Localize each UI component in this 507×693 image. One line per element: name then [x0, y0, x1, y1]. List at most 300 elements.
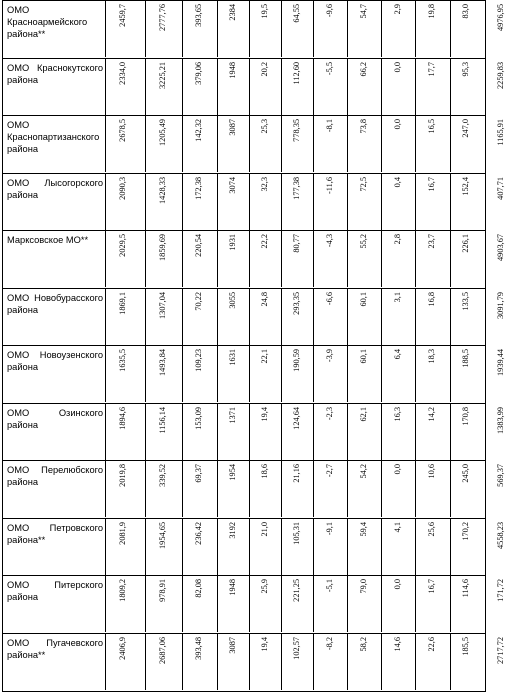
table-row — [3, 345, 505, 402]
value-cell: 0,4 — [393, 177, 402, 188]
column-divider — [281, 576, 282, 632]
table-row — [3, 403, 505, 460]
value-cell: 1307,04 — [158, 292, 167, 319]
column-divider — [381, 174, 382, 230]
column-divider — [182, 634, 183, 690]
column-divider — [182, 519, 183, 575]
table-row — [3, 460, 505, 517]
value-cell: 18,3 — [427, 349, 436, 364]
value-cell: 54,2 — [359, 464, 368, 479]
value-cell: 22,6 — [427, 637, 436, 652]
value-cell: 2,9 — [393, 4, 402, 15]
value-cell: 62,1 — [359, 407, 368, 422]
value-cell: 19,4 — [260, 637, 269, 652]
value-cell: 1859,69 — [158, 234, 167, 261]
column-divider — [415, 289, 416, 345]
column-divider — [381, 634, 382, 690]
column-divider — [313, 116, 314, 172]
column-divider — [281, 404, 282, 460]
column-divider — [381, 116, 382, 172]
value-cell: 22,1 — [260, 349, 269, 364]
column-divider — [381, 576, 382, 632]
column-divider — [281, 1, 282, 57]
value-cell: 2029,5 — [118, 234, 127, 257]
value-cell: 3055 — [228, 292, 237, 309]
column-divider — [105, 59, 106, 115]
value-cell: 22,2 — [260, 234, 269, 249]
column-divider — [281, 289, 282, 345]
column-divider — [450, 576, 451, 632]
value-cell: 1156,14 — [158, 407, 167, 434]
column-divider — [347, 346, 348, 402]
value-cell: 339,52 — [158, 464, 167, 487]
district-name: ОМО Перелюбского района — [7, 465, 103, 487]
value-cell: 16,5 — [427, 119, 436, 134]
value-cell: 2459,7 — [118, 4, 127, 27]
column-divider — [145, 404, 146, 460]
column-divider — [217, 461, 218, 517]
value-cell: 19,4 — [260, 407, 269, 422]
value-cell: 114,6 — [461, 579, 470, 598]
value-cell: 70,22 — [194, 292, 203, 311]
table-row — [3, 173, 505, 230]
value-cell: 226,1 — [461, 234, 470, 253]
column-divider — [450, 346, 451, 402]
value-cell: 1205,49 — [158, 119, 167, 146]
value-cell: 1165,91 — [496, 119, 505, 146]
column-divider — [347, 461, 348, 517]
column-divider — [347, 519, 348, 575]
column-divider — [145, 231, 146, 287]
column-divider — [249, 519, 250, 575]
value-cell: 190,59 — [292, 349, 301, 372]
column-divider — [182, 1, 183, 57]
column-divider — [249, 346, 250, 402]
value-cell: 64,55 — [292, 4, 301, 23]
column-divider — [450, 231, 451, 287]
value-cell: 20,2 — [260, 62, 269, 77]
value-cell: 177,38 — [292, 177, 301, 200]
column-divider — [450, 1, 451, 57]
column-divider — [450, 116, 451, 172]
column-divider — [217, 634, 218, 690]
value-cell: -5,5 — [325, 62, 334, 76]
column-divider — [347, 231, 348, 287]
column-divider — [105, 231, 106, 287]
value-cell: 21,0 — [260, 522, 269, 537]
value-cell: 185,5 — [461, 637, 470, 656]
value-cell: 0,0 — [393, 62, 402, 73]
value-cell: -3,9 — [325, 349, 334, 363]
value-cell: 1931 — [228, 234, 237, 251]
district-name: ОМО Красноармейского района** — [7, 5, 88, 39]
column-divider — [281, 461, 282, 517]
column-divider — [381, 59, 382, 115]
value-cell: 220,54 — [194, 234, 203, 257]
value-cell: 4,1 — [393, 522, 402, 533]
table-row — [3, 518, 505, 575]
value-cell: 0,0 — [393, 579, 402, 590]
table-row — [3, 230, 505, 287]
value-cell: 407,71 — [496, 177, 505, 200]
column-divider — [281, 174, 282, 230]
value-cell: 1948 — [228, 62, 237, 79]
value-cell: 16,8 — [427, 292, 436, 307]
value-cell: 1894,6 — [118, 407, 127, 430]
table-row — [3, 58, 505, 115]
column-divider — [217, 576, 218, 632]
column-divider — [145, 174, 146, 230]
value-cell: 14,6 — [393, 637, 402, 652]
value-cell: 3192 — [228, 522, 237, 539]
column-divider — [313, 519, 314, 575]
column-divider — [381, 404, 382, 460]
value-cell: 72,5 — [359, 177, 368, 192]
value-cell: 221,25 — [292, 579, 301, 602]
value-cell: 25,9 — [260, 579, 269, 594]
column-divider — [217, 404, 218, 460]
value-cell: 2019,8 — [118, 464, 127, 487]
value-cell: 170,2 — [461, 522, 470, 541]
district-name: ОМО Пугачевского района** — [7, 638, 103, 660]
column-divider — [347, 59, 348, 115]
value-cell: 2678,5 — [118, 119, 127, 142]
column-divider — [217, 346, 218, 402]
column-divider — [450, 289, 451, 345]
value-cell: 60,1 — [359, 292, 368, 307]
district-name: ОМО Озинского района — [7, 408, 103, 430]
value-cell: 25,6 — [427, 522, 436, 537]
column-divider — [182, 576, 183, 632]
district-name: ОМО Петровского района** — [7, 523, 103, 545]
column-divider — [450, 174, 451, 230]
value-cell: 0,0 — [393, 464, 402, 475]
data-table — [2, 0, 505, 692]
value-cell: -5,1 — [325, 579, 334, 593]
value-cell: 245,0 — [461, 464, 470, 483]
column-divider — [415, 346, 416, 402]
value-cell: 14,2 — [427, 407, 436, 422]
value-cell: 2717,72 — [496, 637, 505, 664]
column-divider — [381, 461, 382, 517]
column-divider — [182, 289, 183, 345]
value-cell: 393,65 — [194, 4, 203, 27]
value-cell: 24,8 — [260, 292, 269, 307]
value-cell: 3225,21 — [158, 62, 167, 89]
column-divider — [415, 576, 416, 632]
column-divider — [249, 634, 250, 690]
district-name: ОМО Питерского района — [7, 580, 103, 602]
column-divider — [217, 519, 218, 575]
value-cell: 16,7 — [427, 177, 436, 192]
column-divider — [415, 404, 416, 460]
column-divider — [145, 289, 146, 345]
column-divider — [381, 231, 382, 287]
column-divider — [182, 404, 183, 460]
value-cell: 1371 — [228, 407, 237, 424]
column-divider — [217, 1, 218, 57]
column-divider — [249, 174, 250, 230]
column-divider — [105, 289, 106, 345]
column-divider — [313, 174, 314, 230]
column-divider — [415, 231, 416, 287]
value-cell: 978,91 — [158, 579, 167, 602]
column-divider — [145, 461, 146, 517]
column-divider — [347, 1, 348, 57]
value-cell: 3074 — [228, 177, 237, 194]
column-divider — [281, 231, 282, 287]
column-divider — [347, 634, 348, 690]
value-cell: 1869,1 — [118, 292, 127, 315]
value-cell: 2081,9 — [118, 522, 127, 545]
column-divider — [105, 116, 106, 172]
value-cell: -6,6 — [325, 292, 334, 306]
value-cell: -9,1 — [325, 522, 334, 536]
column-divider — [249, 576, 250, 632]
column-divider — [105, 519, 106, 575]
column-divider — [415, 116, 416, 172]
value-cell: 1954,65 — [158, 522, 167, 549]
column-divider — [105, 174, 106, 230]
column-divider — [145, 576, 146, 632]
value-cell: -2,3 — [325, 407, 334, 421]
column-divider — [145, 519, 146, 575]
column-divider — [145, 634, 146, 690]
value-cell: 152,4 — [461, 177, 470, 196]
value-cell: 1939,44 — [496, 349, 505, 376]
value-cell: 1383,99 — [496, 407, 505, 434]
value-cell: 2,8 — [393, 234, 402, 245]
value-cell: 80,77 — [292, 234, 301, 253]
value-cell: 17,7 — [427, 62, 436, 77]
column-divider — [450, 461, 451, 517]
column-divider — [182, 174, 183, 230]
table-row — [3, 633, 505, 690]
column-divider — [249, 1, 250, 57]
value-cell: -9,6 — [325, 4, 334, 18]
column-divider — [105, 461, 106, 517]
value-cell: 18,6 — [260, 464, 269, 479]
value-cell: 0,0 — [393, 119, 402, 130]
table-row — [3, 288, 505, 345]
column-divider — [381, 519, 382, 575]
column-divider — [450, 519, 451, 575]
column-divider — [381, 346, 382, 402]
column-divider — [415, 59, 416, 115]
column-divider — [281, 59, 282, 115]
value-cell: 83,0 — [461, 4, 470, 19]
value-cell: 153,09 — [194, 407, 203, 430]
value-cell: 95,3 — [461, 62, 470, 77]
column-divider — [347, 576, 348, 632]
value-cell: 58,2 — [359, 637, 368, 652]
column-divider — [249, 289, 250, 345]
column-divider — [313, 404, 314, 460]
value-cell: 1631 — [228, 349, 237, 366]
column-divider — [145, 346, 146, 402]
column-divider — [249, 404, 250, 460]
column-divider — [313, 289, 314, 345]
column-divider — [313, 634, 314, 690]
column-divider — [217, 174, 218, 230]
value-cell: 133,5 — [461, 292, 470, 311]
value-cell: 124,64 — [292, 407, 301, 430]
value-cell: 2384 — [228, 4, 237, 21]
value-cell: 379,06 — [194, 62, 203, 85]
column-divider — [347, 116, 348, 172]
value-cell: -4,3 — [325, 234, 334, 248]
column-divider — [217, 59, 218, 115]
column-divider — [105, 404, 106, 460]
value-cell: 1428,33 — [158, 177, 167, 204]
column-divider — [145, 1, 146, 57]
column-divider — [217, 116, 218, 172]
column-divider — [415, 461, 416, 517]
value-cell: 60,1 — [359, 349, 368, 364]
column-divider — [105, 634, 106, 690]
column-divider — [313, 461, 314, 517]
value-cell: 170,8 — [461, 407, 470, 426]
column-divider — [450, 634, 451, 690]
column-divider — [182, 59, 183, 115]
column-divider — [450, 404, 451, 460]
value-cell: 4903,67 — [496, 234, 505, 261]
value-cell: 1493,84 — [158, 349, 167, 376]
value-cell: 3091,79 — [496, 292, 505, 319]
value-cell: 73,8 — [359, 119, 368, 134]
column-divider — [313, 576, 314, 632]
value-cell: -2,7 — [325, 464, 334, 478]
value-cell: -8,1 — [325, 119, 334, 133]
column-divider — [313, 1, 314, 57]
column-divider — [313, 231, 314, 287]
value-cell: 188,5 — [461, 349, 470, 368]
column-divider — [182, 346, 183, 402]
value-cell: 79,0 — [359, 579, 368, 594]
column-divider — [105, 1, 106, 57]
table-row — [3, 115, 505, 172]
value-cell: 105,31 — [292, 522, 301, 545]
column-divider — [450, 59, 451, 115]
column-divider — [347, 289, 348, 345]
value-cell: 19,5 — [260, 4, 269, 19]
column-divider — [281, 116, 282, 172]
value-cell: 66,2 — [359, 62, 368, 77]
column-divider — [415, 174, 416, 230]
column-divider — [182, 231, 183, 287]
table-row — [3, 0, 505, 57]
column-divider — [347, 404, 348, 460]
value-cell: 23,7 — [427, 234, 436, 249]
column-divider — [415, 519, 416, 575]
column-divider — [217, 289, 218, 345]
column-divider — [415, 1, 416, 57]
value-cell: 2090,3 — [118, 177, 127, 200]
value-cell: 59,4 — [359, 522, 368, 537]
value-cell: 3087 — [228, 637, 237, 654]
value-cell: -8,2 — [325, 637, 334, 651]
value-cell: 55,2 — [359, 234, 368, 249]
column-divider — [217, 231, 218, 287]
value-cell: 1635,5 — [118, 349, 127, 372]
column-divider — [281, 634, 282, 690]
column-divider — [105, 576, 106, 632]
value-cell: 32,3 — [260, 177, 269, 192]
column-divider — [313, 59, 314, 115]
district-name: ОМО Краснокутского района — [7, 63, 103, 85]
district-name: ОМО Новобурасского района — [7, 293, 103, 315]
district-name: ОМО Новоузенского района — [7, 350, 103, 372]
value-cell: 171,72 — [496, 579, 505, 602]
value-cell: 6,4 — [393, 349, 402, 360]
value-cell: 2777,76 — [158, 4, 167, 31]
value-cell: 778,35 — [292, 119, 301, 142]
value-cell: 3087 — [228, 119, 237, 136]
value-cell: 109,23 — [194, 349, 203, 372]
value-cell: 69,37 — [194, 464, 203, 483]
value-cell: 1948 — [228, 579, 237, 596]
column-divider — [105, 346, 106, 402]
value-cell: 569,37 — [496, 464, 505, 487]
value-cell: 4558,23 — [496, 522, 505, 549]
column-divider — [381, 289, 382, 345]
value-cell: 10,6 — [427, 464, 436, 479]
value-cell: 1809,2 — [118, 579, 127, 602]
value-cell: 102,57 — [292, 637, 301, 660]
value-cell: 54,7 — [359, 4, 368, 19]
column-divider — [313, 346, 314, 402]
column-divider — [281, 346, 282, 402]
value-cell: 21,16 — [292, 464, 301, 483]
value-cell: 16,3 — [393, 407, 402, 422]
value-cell: 4976,95 — [496, 4, 505, 31]
district-name: ОМО Лысогорского района — [7, 178, 103, 200]
district-name: Марксовское МО** — [7, 235, 89, 245]
column-divider — [381, 1, 382, 57]
value-cell: 2259,83 — [496, 62, 505, 89]
value-cell: 112,60 — [292, 62, 301, 85]
column-divider — [249, 59, 250, 115]
value-cell: 142,32 — [194, 119, 203, 142]
district-name: ОМО Краснопартизанского района — [7, 120, 100, 154]
column-divider — [281, 519, 282, 575]
value-cell: 172,38 — [194, 177, 203, 200]
value-cell: -11,6 — [325, 177, 334, 194]
table-row — [3, 575, 505, 632]
column-divider — [249, 461, 250, 517]
column-divider — [182, 116, 183, 172]
column-divider — [249, 116, 250, 172]
column-divider — [145, 59, 146, 115]
value-cell: 1954 — [228, 464, 237, 481]
column-divider — [182, 461, 183, 517]
value-cell: 236,42 — [194, 522, 203, 545]
value-cell: 393,48 — [194, 637, 203, 660]
value-cell: 25,3 — [260, 119, 269, 134]
value-cell: 2406,9 — [118, 637, 127, 660]
value-cell: 19,8 — [427, 4, 436, 19]
value-cell: 2334,0 — [118, 62, 127, 85]
column-divider — [347, 174, 348, 230]
value-cell: 293,35 — [292, 292, 301, 315]
column-divider — [415, 634, 416, 690]
value-cell: 247,0 — [461, 119, 470, 138]
value-cell: 16,7 — [427, 579, 436, 594]
column-divider — [145, 116, 146, 172]
column-divider — [249, 231, 250, 287]
value-cell: 3,1 — [393, 292, 402, 303]
value-cell: 82,08 — [194, 579, 203, 598]
